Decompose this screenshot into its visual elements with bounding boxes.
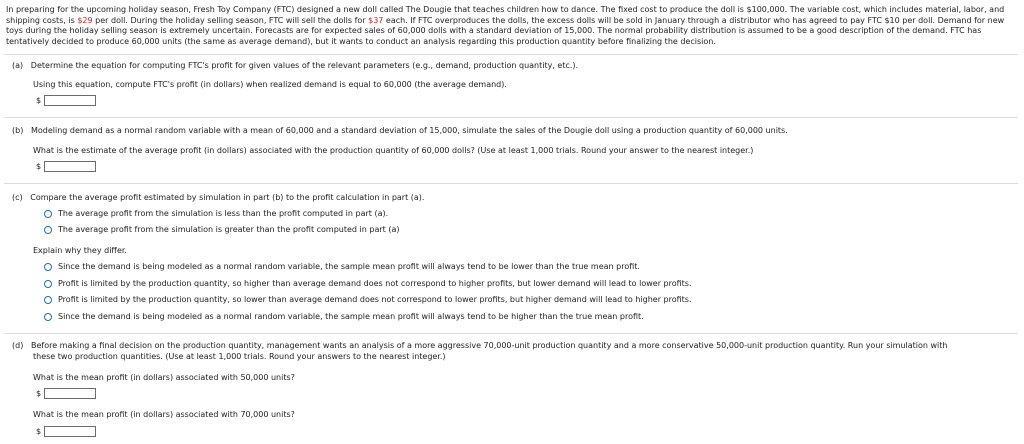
part-b-label: (b) <box>12 126 24 135</box>
problem-intro <box>6 5 1016 47</box>
part-b-answer-row <box>36 161 96 172</box>
currency-symbol: $ <box>36 427 42 436</box>
variable-cost-value: $29 <box>77 15 93 25</box>
part-c-prompt: Compare the average profit estimated by simulation in part (b) to the profit calculation in part (a). <box>30 193 425 202</box>
part-d-prompt-2: these two production quantities. (Use at least 1,000 trials. Round your answers to the nearest integer.) <box>33 352 446 361</box>
radio-button[interactable] <box>44 263 52 271</box>
intro-text-1: In preparing for the upcoming holiday season, Fresh Toy Company (FTC) designed a new doll called The Dougie that teaches children how to dance. The fixed cost to produce the doll is $100,000. The variable cost, which includes material, labor, and shipping costs, is <box>6 5 1005 25</box>
divider <box>4 333 1018 334</box>
part-d-question-50000: What is the mean profit (in dollars) associated with 50,000 units? <box>33 373 295 382</box>
divider <box>4 54 1018 55</box>
currency-symbol: $ <box>36 162 42 171</box>
part-c-prompt-row <box>12 193 424 203</box>
part-a-label: (a) <box>12 61 24 70</box>
option-text: Profit is limited by the production quantity, so lower than average demand does not correspond to lower profits, but higher demand will lead to higher profits. <box>58 295 692 304</box>
part-b-prompt: Modeling demand as a normal random variable with a mean of 60,000 and a standard deviation of 15,000, simulate the sales of the Dougie doll using a production quantity of 60,000 units. <box>30 126 788 135</box>
part-d-prompt-1: Before making a final decision on the production quantity, management wants an analysis of a more aggressive 70,000-unit production quantity and a more conservative 50,000-unit production quantity. Run your simulation with <box>30 341 948 350</box>
currency-symbol: $ <box>36 96 42 105</box>
part-c-label: (c) <box>12 193 23 202</box>
part-b-answer-input[interactable] <box>44 161 96 172</box>
divider <box>4 117 1018 118</box>
explanation-option-2[interactable] <box>44 279 692 289</box>
part-a-prompt-row <box>12 61 578 71</box>
part-a-question: Using this equation, compute FTC's profit (in dollars) when realized demand is equal to 60,000 (the average demand). <box>33 80 507 89</box>
intro-text-3: each. If FTC overproduces the dolls, the excess dolls will be sold in January through a distributor who has agreed to pay FTC $10 per doll. Demand for new toys during the holiday selling season is extremely uncertain. Forecasts are for expected sales of 60,000 dolls with a standard deviation of 15,000. The normal probability distribution is assumed to be a good description of the demand. FTC has tentatively decided to produce 60,000 units (the same as average demand), but it wants to conduct an analysis regarding this production quantity before finalizing the decision. <box>6 15 1005 46</box>
part-b-prompt-row <box>12 126 788 136</box>
explain-label: Explain why they differ. <box>33 246 127 255</box>
part-d-answer-row-50000 <box>36 388 96 399</box>
intro-text-2: per doll. During the holiday selling season, FTC will sell the dolls for <box>92 15 369 25</box>
comparison-option-greater[interactable] <box>44 225 399 235</box>
part-d-prompt-row <box>12 341 947 351</box>
radio-button[interactable] <box>44 280 52 288</box>
option-text: Since the demand is being modeled as a normal random variable, the sample mean profit will always tend to be higher than the true mean profit. <box>58 312 644 321</box>
currency-symbol: $ <box>36 389 42 398</box>
option-text: The average profit from the simulation is less than the profit computed in part (a). <box>58 209 389 218</box>
radio-button[interactable] <box>44 210 52 218</box>
option-text: Profit is limited by the production quantity, so higher than average demand does not correspond to higher profits, but lower demand will lead to lower profits. <box>58 279 692 288</box>
part-d-question-70000: What is the mean profit (in dollars) associated with 70,000 units? <box>33 410 295 419</box>
explanation-option-1[interactable] <box>44 262 640 272</box>
option-text: Since the demand is being modeled as a normal random variable, the sample mean profit will always tend to be lower than the true mean profit. <box>58 262 640 271</box>
part-d-70000-answer-input[interactable] <box>44 426 96 437</box>
part-d-label: (d) <box>12 341 24 350</box>
selling-price-value: $37 <box>368 15 384 25</box>
part-d-50000-answer-input[interactable] <box>44 388 96 399</box>
radio-button[interactable] <box>44 226 52 234</box>
comparison-option-less[interactable] <box>44 209 388 219</box>
divider <box>4 183 1018 184</box>
radio-button[interactable] <box>44 296 52 304</box>
part-d-answer-row-70000 <box>36 426 96 437</box>
explanation-option-3[interactable] <box>44 295 692 305</box>
explanation-option-4[interactable] <box>44 312 644 322</box>
part-a-answer-input[interactable] <box>44 95 96 106</box>
option-text: The average profit from the simulation is greater than the profit computed in part (a) <box>58 225 400 234</box>
part-a-prompt: Determine the equation for computing FTC's profit for given values of the relevant parameters (e.g., demand, production quantity, etc.). <box>30 61 579 70</box>
part-b-question: What is the estimate of the average profit (in dollars) associated with the production quantity of 60,000 dolls? (Use at least 1,000 trials. Round your answer to the nearest integer.) <box>33 146 754 155</box>
part-a-answer-row <box>36 95 96 106</box>
radio-button[interactable] <box>44 313 52 321</box>
